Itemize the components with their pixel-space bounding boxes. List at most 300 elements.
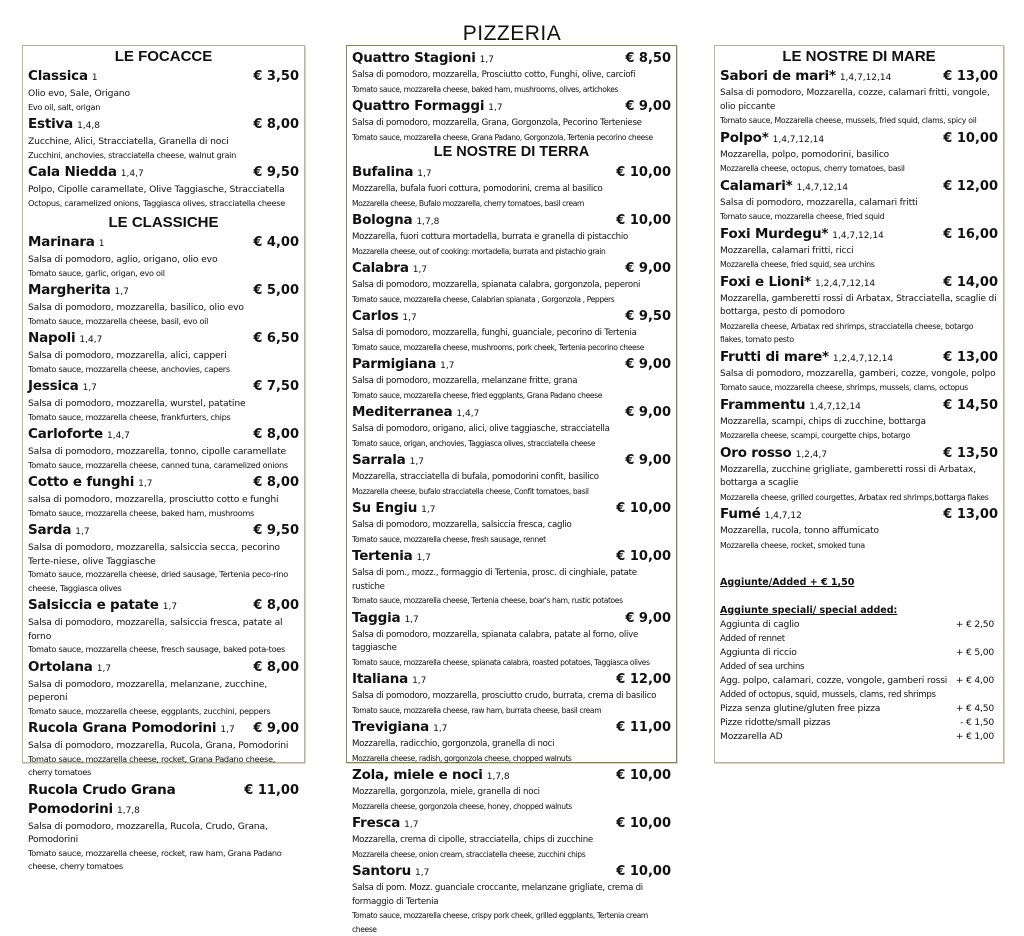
menu-item: [28, 66, 299, 114]
item-allergens: 1,4,7,12,14: [796, 182, 849, 193]
menu-item: [720, 443, 998, 505]
item-name: Carloforte: [28, 426, 103, 442]
item-description-italian: Mozzarella, rucola, tonno affumicato: [720, 526, 879, 536]
item-name: Santoru: [352, 863, 412, 879]
addon-price: + € 5,00: [955, 647, 994, 658]
item-price: € 13,50: [943, 445, 998, 461]
item-allergens: 1,4,7,12: [764, 511, 802, 521]
page-title: PIZZERIA: [462, 22, 562, 45]
item-name: Sarda: [28, 522, 72, 538]
item-name-wrap: [28, 718, 235, 739]
menu-item: [720, 176, 998, 224]
item-price: € 13,00: [943, 69, 998, 84]
menu-item: [720, 504, 998, 552]
item-description-italian: Salsa di pomodoro, mozzarella, melanzane, zucchine, peperoni: [28, 678, 268, 703]
addon-row: [720, 730, 998, 744]
addon-english-label: Added of sea urchins: [720, 662, 805, 672]
menu-item: [28, 472, 299, 520]
item-description-english: Tomato sauce, garlic, origan, evo oil: [28, 267, 165, 278]
item-price: € 13,00: [943, 507, 998, 522]
item-description-italian: Salsa di pomodoro, mozzarella, funghi, guanciale, pecorino di Tertenia: [352, 328, 637, 338]
item-price: € 10,00: [616, 816, 671, 831]
item-price: € 3,50: [253, 69, 299, 84]
item-allergens: 1,7: [96, 663, 112, 674]
item-name: Ortolana: [28, 658, 93, 675]
item-description-english: Tomato sauce, mozzarella cheese, Grana Padano, Gorgonzola, Tertenia pecorino cheese: [352, 132, 653, 142]
item-name-wrap: [720, 128, 824, 149]
item-description-english: Evo oil, salt, origan: [28, 101, 101, 112]
item-description-italian: Salsa di pomodoro, mozzarella, calamari fritti: [720, 197, 918, 208]
item-price: € 8,00: [253, 475, 299, 490]
addon-english-label: Added of octopus, squid, mussels, clams, red shrimps: [720, 690, 936, 700]
item-description-italian: Mozzarella, gamberetti rossi di Arbatax, Stracciatella, scaglie di bottarga, pesto di pomodoro: [720, 293, 997, 317]
item-description-english: Tomato sauce, mozzarella cheese, basil, evo oil: [28, 315, 209, 326]
section-title-focacce: LE FOCACCE: [114, 48, 213, 65]
item-name: Trevigiana: [352, 719, 430, 735]
menu-item: [28, 424, 299, 472]
panel-mare: [714, 45, 1004, 763]
item-name: Cotto e funghi: [28, 474, 135, 490]
item-name-wrap: [720, 504, 802, 525]
item-description-italian: Salsa di pomodoro, mozzarella, tonno, cipolle caramellate: [28, 446, 287, 457]
item-name: Quattro Stagioni: [352, 50, 476, 66]
item-price: € 9,00: [625, 261, 671, 276]
item-allergens: 1,7: [82, 383, 97, 393]
item-allergens: 1,4,7,12,14: [772, 134, 825, 145]
item-price: € 16,00: [943, 226, 998, 242]
item-description-italian: Salsa di pom. Mozz. guanciale croccante, melanzane grigliate, crema di formaggio di Tertenia: [352, 883, 643, 907]
item-description-italian: Salsa di pomodoro, mozzarella, wurstel, patatine: [28, 398, 246, 409]
item-description-english: Tomato sauce, mozzarella cheese, baked ham, mushrooms, olives, artichokes: [352, 84, 619, 94]
menu-item: [352, 306, 671, 354]
addon-row: [720, 618, 998, 632]
item-allergens: 1,7: [402, 313, 417, 323]
item-description-italian: Salsa di pomodoro, mozzarella, prosciutto crudo, burrata, crema di basilico: [352, 691, 657, 701]
item-allergens: 1,7: [114, 287, 129, 297]
item-description-english: Tomato sauce, mozzarella cheese, Tertenia cheese, boar's ham, rustic potatoes: [352, 596, 623, 605]
item-name: Frammentu: [720, 396, 806, 413]
item-name-wrap: [28, 780, 244, 820]
section-title-terra: LE NOSTRE DI TERRA: [433, 144, 590, 160]
item-name-wrap: [28, 520, 90, 541]
item-name: Mediterranea: [352, 404, 453, 420]
item-allergens: 1,7: [404, 820, 419, 830]
item-price: € 7,50: [253, 379, 299, 394]
item-description-italian: Salsa di pomodoro, mozzarella, salsiccia fresca, patate al forno: [28, 617, 283, 642]
item-name-wrap: [352, 210, 439, 231]
item-name: Parmigiana: [352, 356, 437, 372]
item-description-italian: Polpo, Cipolle caramellate, Olive Taggiasche, Stracciatella: [28, 184, 285, 195]
item-name-wrap: [720, 347, 893, 368]
item-description-italian: Salsa di pomodoro, mozzarella, spianata calabra, gorgonzola, peperoni: [352, 280, 641, 290]
item-price: € 10,00: [616, 213, 671, 228]
item-description-english: Tomato sauce, mozzarella cheese, fried squid: [720, 212, 885, 221]
item-name-wrap: [28, 376, 97, 397]
item-price: € 10,00: [616, 768, 671, 783]
item-allergens: 1,2,4,7: [795, 449, 828, 460]
item-description-italian: Salsa di pomodoro, mozzarella, gamberi, cozze, vongole, polpo: [720, 368, 996, 379]
item-description-english: Tomato sauce, mozzarella cheese, canned tuna, caramelized onions: [28, 459, 288, 470]
item-name: Rucola Grana Pomodorini: [28, 720, 217, 736]
section-title-mare: LE NOSTRE DI MARE: [782, 48, 936, 65]
item-description-italian: Salsa di pomodoro, mozzarella, salsiccia secca, pecorino Terte-niese, olive Taggiasche: [28, 542, 280, 567]
item-name-wrap: [28, 114, 100, 135]
item-description-english: Mozzarella cheese, Bufalo mozzarella, cherry tomatoes, basil cream: [352, 198, 584, 208]
item-price: € 9,00: [253, 721, 299, 736]
item-price: € 10,00: [616, 549, 671, 564]
item-allergens: 1,7: [440, 361, 455, 371]
item-name-wrap: [720, 272, 875, 293]
item-name: Fresca: [352, 815, 401, 831]
addon-label: Aggiunta di riccio: [720, 647, 797, 658]
menu-item: [720, 395, 998, 443]
menu-item: [352, 813, 671, 861]
item-allergens: 1,4,7,12,14: [809, 401, 861, 412]
item-price: € 9,00: [625, 610, 671, 626]
menu-item: [352, 765, 671, 813]
item-description-english: Tomato sauce, mozzarella cheese, dried sausage, Tertenia peco-rino cheese, Taggiasca olives: [28, 569, 289, 593]
menu-item: [720, 347, 998, 395]
addon-price: - € 1,50: [960, 717, 994, 728]
menu-item: [28, 718, 299, 780]
menu-item: [28, 595, 299, 657]
item-allergens: 1,7: [138, 479, 153, 489]
menu-item: [720, 128, 998, 176]
item-name: Jessica: [28, 378, 79, 394]
menu-item: [352, 546, 671, 608]
item-price: € 14,00: [943, 274, 998, 290]
menu-item: [352, 96, 671, 144]
item-description-english: Tomato sauce, mozzarella cheese, fried eggplants, Grana Padano cheese: [352, 390, 602, 400]
item-allergens: 1,7: [421, 505, 436, 515]
item-description-italian: Mozzarella, scampi, chips di zucchine, bottarga: [720, 416, 926, 427]
menu-item: [352, 717, 671, 765]
panel-focacce-classiche: [22, 45, 305, 871]
menu-item: [352, 498, 671, 546]
addons-added-title: Aggiunte/Added + € 1,50: [720, 577, 855, 588]
item-allergens: 1,7: [488, 103, 503, 113]
menu-item: [352, 210, 671, 258]
item-name-wrap: [352, 450, 424, 471]
item-price: € 10,00: [616, 165, 671, 180]
addon-label: Mozzarella AD: [720, 731, 783, 742]
menu-item: [28, 232, 299, 280]
item-allergens: 1,7: [412, 676, 427, 686]
item-name: Calamari*: [720, 177, 793, 194]
item-name: Margherita: [28, 282, 111, 298]
item-price: € 8,00: [253, 659, 299, 675]
menu-item: [352, 669, 671, 717]
item-allergens: 1,7: [404, 614, 419, 625]
addon-price: + € 4,50: [955, 703, 994, 714]
menu-item: [352, 354, 671, 402]
item-description-english: Mozzarella cheese, fried squid, sea urchins: [720, 260, 875, 269]
item-price: € 9,50: [253, 523, 299, 538]
item-name: Sabori de mari*: [720, 68, 836, 84]
item-name-wrap: [352, 861, 429, 882]
addon-english-label: Added of rennet: [720, 634, 785, 644]
item-description-english: Tomato sauce, mozzarella cheese, shrimps, mussels, clams, octopus: [720, 383, 968, 392]
item-name: Bologna: [352, 212, 413, 228]
item-price: € 6,50: [253, 331, 299, 346]
menu-item: [352, 258, 671, 306]
item-allergens: 1,7: [433, 724, 448, 734]
item-description-italian: Zucchine, Alici, Stracciatella, Granella di noci: [28, 136, 229, 147]
addon-price: + € 4,00: [955, 675, 994, 686]
item-name: Italiana: [352, 671, 409, 687]
item-description-english: Tomato sauce, mozzarella cheese, fresch sausage, baked pota-toes: [28, 644, 285, 654]
item-name: Napoli: [28, 330, 76, 346]
menu-item: [352, 450, 671, 498]
item-description-italian: Mozzarella, fuori cottura mortadella, burrata e granella di pistacchio: [352, 232, 629, 242]
menu-item: [720, 272, 998, 347]
item-name-wrap: [28, 280, 129, 301]
item-allergens: 1,4,7: [120, 169, 144, 179]
menu-item: [720, 224, 998, 272]
item-description-italian: Mozzarella, stracciatella di bufala, pomodorini confit, basilico: [352, 472, 599, 482]
item-description-english: Zucchini, anchovies, stracciatella cheese, walnut grain: [28, 149, 237, 160]
item-allergens: 1,4,7,12,14: [839, 73, 892, 83]
item-name: Fumé: [720, 506, 761, 522]
item-name-wrap: [352, 608, 419, 629]
item-name: Zola, miele e noci: [352, 767, 483, 783]
addon-label: Pizza senza glutine/gluten free pizza: [720, 703, 881, 714]
item-name: Salsiccia e patate: [28, 597, 159, 613]
item-allergens: 1,4,7: [79, 335, 103, 345]
item-description-english: Tomato sauce, mozzarella cheese, rocket, raw ham, Grana Padano cheese, cherry tomatoes: [28, 847, 282, 871]
item-price: € 8,00: [253, 427, 299, 442]
item-description-english: Tomato sauce, mozzarella cheese, fresh sausage, rennet: [352, 534, 546, 544]
item-allergens: 1,7,8: [116, 805, 140, 816]
item-allergens: 1,4,7: [456, 409, 480, 419]
addon-row: [720, 702, 998, 716]
item-description-italian: Salsa di pomodoro, Mozzarella, cozze, calamari fritti, vongole, olio piccante: [720, 88, 990, 112]
section-title-classiche: LE CLASSICHE: [108, 214, 219, 231]
item-description-english: Mozzarella cheese, octopus, cherry tomatoes, basil: [720, 164, 905, 173]
item-name: Classica: [28, 68, 88, 84]
item-description-english: Tomato sauce, mozzarella cheese, spianata calabra, roasted potatoes, Taggiasca olives: [352, 657, 650, 667]
item-name-wrap: [720, 176, 848, 197]
item-description-english: Mozzarella cheese, scampi, courgette chips, botargo: [720, 431, 910, 440]
item-description-english: Tomato sauce, mozzarella cheese, mushrooms, pork cheek, Tertenia pecorino cheese: [352, 342, 645, 352]
item-price: € 9,00: [625, 357, 671, 372]
item-price: € 9,00: [625, 405, 671, 420]
item-description-english: Mozzarella cheese, onion cream, stracciatella cheese, zucchini chips: [352, 849, 586, 859]
item-allergens: 1,7,8: [486, 772, 510, 782]
item-price: € 9,50: [625, 309, 671, 324]
item-description-italian: Mozzarella, gorgonzola, miele, granella di noci: [352, 787, 540, 797]
menu-item: [352, 48, 671, 96]
item-description-english: Tomato sauce, mozzarella cheese, Calabrian spianata , Gorgonzola , Peppers: [352, 294, 615, 304]
item-allergens: 1,7: [412, 265, 428, 275]
addon-label: Agg. polpo, calamari, cozze, vongole, gamberi rossi: [720, 675, 948, 686]
item-description-english: Tomato sauce, mozzarella cheese, anchovies, capers: [28, 363, 230, 374]
item-name: Sarrala: [352, 452, 406, 468]
item-description-english: Mozzarella cheese, bufalo stracciatella cheese, Confit tomatoes, basil: [352, 486, 589, 496]
item-description-italian: Salsa di pom., mozz., formaggio di Tertenia, prosc. di cinghiale, patate rustiche: [352, 568, 637, 592]
menu-item: [28, 657, 299, 719]
item-allergens: 1,2,4,7,12,14: [815, 278, 876, 289]
menu-item: [352, 402, 671, 450]
item-name-wrap: [720, 395, 861, 416]
item-description-italian: Mozzarella, zucchine grigliate, gamberetti rossi di Arbatax, bottarga a scaglie: [720, 464, 976, 488]
item-description-english: Tomato sauce, origan, anchovies, Taggiasca olives, stracciatella cheese: [352, 438, 596, 448]
item-name-wrap: [352, 813, 418, 834]
item-name-wrap: [352, 669, 426, 690]
menu-item: [352, 162, 671, 210]
item-name-wrap: [352, 717, 447, 738]
menu-item: [28, 520, 299, 595]
item-allergens: 1,7: [415, 868, 430, 878]
item-name: Cala Niedda: [28, 164, 117, 180]
item-name-wrap: [352, 546, 431, 567]
menu-item: [28, 780, 299, 874]
item-name: Quattro Formaggi: [352, 98, 485, 114]
item-description-italian: Salsa di pomodoro, mozzarella, Rucola, Crudo, Grana, Pomodorini: [28, 820, 268, 845]
item-allergens: 1,7: [75, 527, 90, 537]
item-name: Rucola Crudo Grana Pomodorini: [28, 781, 176, 817]
item-description-italian: Salsa di pomodoro, mozzarella, melanzane fritte, grana: [352, 376, 578, 386]
item-name: Calabra: [352, 260, 409, 276]
item-description-italian: salsa di pomodoro, mozzarella, prosciutto cotto e funghi: [28, 494, 279, 505]
item-price: € 9,50: [253, 165, 299, 180]
item-name-wrap: [28, 232, 104, 253]
addon-row: [720, 716, 998, 730]
item-name-wrap: [720, 66, 891, 87]
item-allergens: 1,7: [416, 553, 431, 563]
item-price: € 5,00: [253, 283, 299, 298]
item-name: Foxi Murdegu*: [720, 225, 829, 242]
item-price: € 9,00: [625, 99, 671, 114]
item-allergens: 1,7: [417, 169, 432, 179]
item-description-english: Tomato sauce, mozzarella cheese, rocket, Grana Padano cheese, cherry tomatoes: [28, 753, 276, 777]
item-description-italian: Salsa di pomodoro, aglio, origano, olio evo: [28, 254, 218, 265]
item-description-english: Mozzarella cheese, radish, gorgonzola cheese, chopped walnuts: [352, 753, 572, 763]
menu-item: [352, 861, 671, 936]
item-description-italian: Mozzarella, radicchio, gorgonzola, granella di noci: [352, 739, 555, 749]
item-price: € 4,00: [253, 235, 299, 250]
item-name-wrap: [28, 328, 102, 349]
item-description-english: Tomato sauce, Mozzarella cheese, mussels, fried squid, clams, spicy oil: [720, 116, 977, 125]
addon-label: Pizze ridotte/small pizzas: [720, 717, 831, 728]
menu-item: [28, 162, 299, 210]
item-description-italian: Salsa di pomodoro, mozzarella, spianata calabra, patate al forno, olive taggiasche: [352, 629, 638, 653]
item-name: Oro rosso: [720, 444, 792, 461]
item-description-english: Mozzarella cheese, gorgonzola cheese, honey, chopped walnuts: [352, 801, 572, 811]
item-description-english: Mozzarella cheese, grilled courgettes, Arbatax red shrimps,bottarga flakes: [720, 492, 989, 502]
item-allergens: 1,7: [479, 55, 494, 65]
item-description-english: Tomato sauce, mozzarella cheese, raw ham, burrata cheese, basil cream: [352, 705, 602, 715]
item-description-italian: Mozzarella, polpo, pomodorini, basilico: [720, 149, 890, 160]
item-price: € 8,50: [625, 51, 671, 66]
item-price: € 12,00: [616, 672, 671, 687]
item-name-wrap: [28, 66, 98, 87]
item-name-wrap: [352, 498, 436, 519]
item-description-english: Mozzarella cheese, Arbatax red shrimps, stracciatella cheese, botargo flakes, tomato pesto: [720, 321, 974, 344]
addon-label: Aggiunta di caglio: [720, 619, 800, 630]
item-description-english: Mozzarella cheese, rocket, smoked tuna: [720, 540, 865, 550]
item-description-italian: Olio evo, Sale, Origano: [28, 88, 130, 99]
item-description-english: Tomato sauce, mozzarella cheese, baked ham, mushrooms: [28, 507, 254, 518]
addon-price: + € 1,00: [955, 731, 994, 742]
item-allergens: 1,4,7,12,14: [832, 230, 884, 241]
item-price: € 8,00: [253, 117, 299, 132]
item-price: € 13,00: [943, 349, 998, 365]
item-price: € 10,00: [943, 130, 998, 146]
item-name-wrap: [352, 96, 503, 117]
item-name-wrap: [352, 48, 494, 69]
menu-item: [28, 376, 299, 424]
item-description-italian: Mozzarella, crema di cipolle, stracciatella, chips di zucchine: [352, 835, 593, 845]
item-price: € 10,00: [616, 864, 671, 879]
item-description-italian: Mozzarella, bufala fuori cottura, pomodorini, crema al basilico: [352, 184, 603, 194]
item-allergens: 1,4,7: [107, 431, 130, 441]
item-name-wrap: [28, 472, 152, 493]
item-price: € 8,00: [253, 598, 299, 613]
item-allergens: 1,7: [409, 457, 424, 467]
item-description-italian: Mozzarella, calamari fritti, ricci: [720, 245, 854, 256]
menu-item: [720, 66, 998, 128]
item-price: € 9,00: [625, 453, 671, 468]
item-name-wrap: [352, 402, 479, 423]
item-allergens: 1,7,8: [416, 217, 440, 227]
item-name-wrap: [28, 657, 111, 678]
item-description-italian: Salsa di pomodoro, mozzarella, basilico, olio evo: [28, 302, 244, 313]
item-price: € 11,00: [244, 782, 299, 798]
item-allergens: 1,4,8: [77, 121, 100, 131]
item-price: € 10,00: [616, 501, 671, 516]
item-name: Carlos: [352, 308, 399, 324]
item-description-italian: Salsa di pomodoro, origano, alici, olive taggiasche, stracciatella: [352, 424, 610, 434]
item-allergens: 1,2,4,7,12,14: [832, 353, 894, 364]
item-name: Bufalina: [352, 164, 414, 180]
item-allergens: 1,7: [162, 602, 178, 612]
item-description-italian: Salsa di pomodoro, mozzarella, alici, capperi: [28, 350, 227, 361]
item-description-english: Tomato sauce, mozzarella cheese, frankfurters, chips: [28, 411, 231, 422]
item-name: Estiva: [28, 116, 74, 132]
item-name-wrap: [720, 443, 827, 464]
panel-terra: [346, 45, 677, 934]
item-name: Marinara: [28, 234, 95, 250]
item-description-italian: Salsa di pomodoro, mozzarella, salsiccia fresca, caglio: [352, 520, 572, 530]
menu-item: [352, 608, 671, 670]
addon-row: [720, 674, 998, 688]
item-price: € 11,00: [616, 720, 671, 735]
item-name: Taggia: [352, 609, 401, 626]
item-allergens: 1: [91, 73, 98, 83]
item-name: Tertenia: [352, 548, 413, 564]
item-name-wrap: [352, 258, 427, 279]
menu-item: [28, 114, 299, 162]
item-description-english: Mozzarella cheese, out of cooking: mortadella, burrata and pistachio grain: [352, 246, 606, 256]
item-description-italian: Salsa di pomodoro, mozzarella, Rucola, Grana, Pomodorini: [28, 740, 289, 751]
item-description-italian: Salsa di pomodoro, mozzarella, Grana, Gorgonzola, Pecorino Terteniese: [352, 118, 642, 128]
item-description-english: Octopus, caramelized onions, Taggiasca olives, stracciatella cheese: [28, 197, 285, 208]
item-name-wrap: [720, 224, 884, 245]
addon-row: [720, 646, 998, 660]
item-description-italian: Salsa di pomodoro, mozzarella, Prosciutto cotto, Funghi, olive, carciofi: [352, 70, 636, 80]
item-name: Polpo*: [720, 129, 769, 146]
item-name: Foxi e Lioni*: [720, 273, 812, 290]
item-name-wrap: [352, 306, 417, 327]
item-name-wrap: [352, 765, 510, 786]
item-name-wrap: [28, 595, 177, 616]
item-price: € 12,00: [943, 178, 998, 194]
item-name: Su Engiu: [352, 500, 418, 516]
item-price: € 14,50: [943, 397, 998, 413]
item-name-wrap: [352, 162, 432, 183]
item-name-wrap: [28, 424, 130, 445]
